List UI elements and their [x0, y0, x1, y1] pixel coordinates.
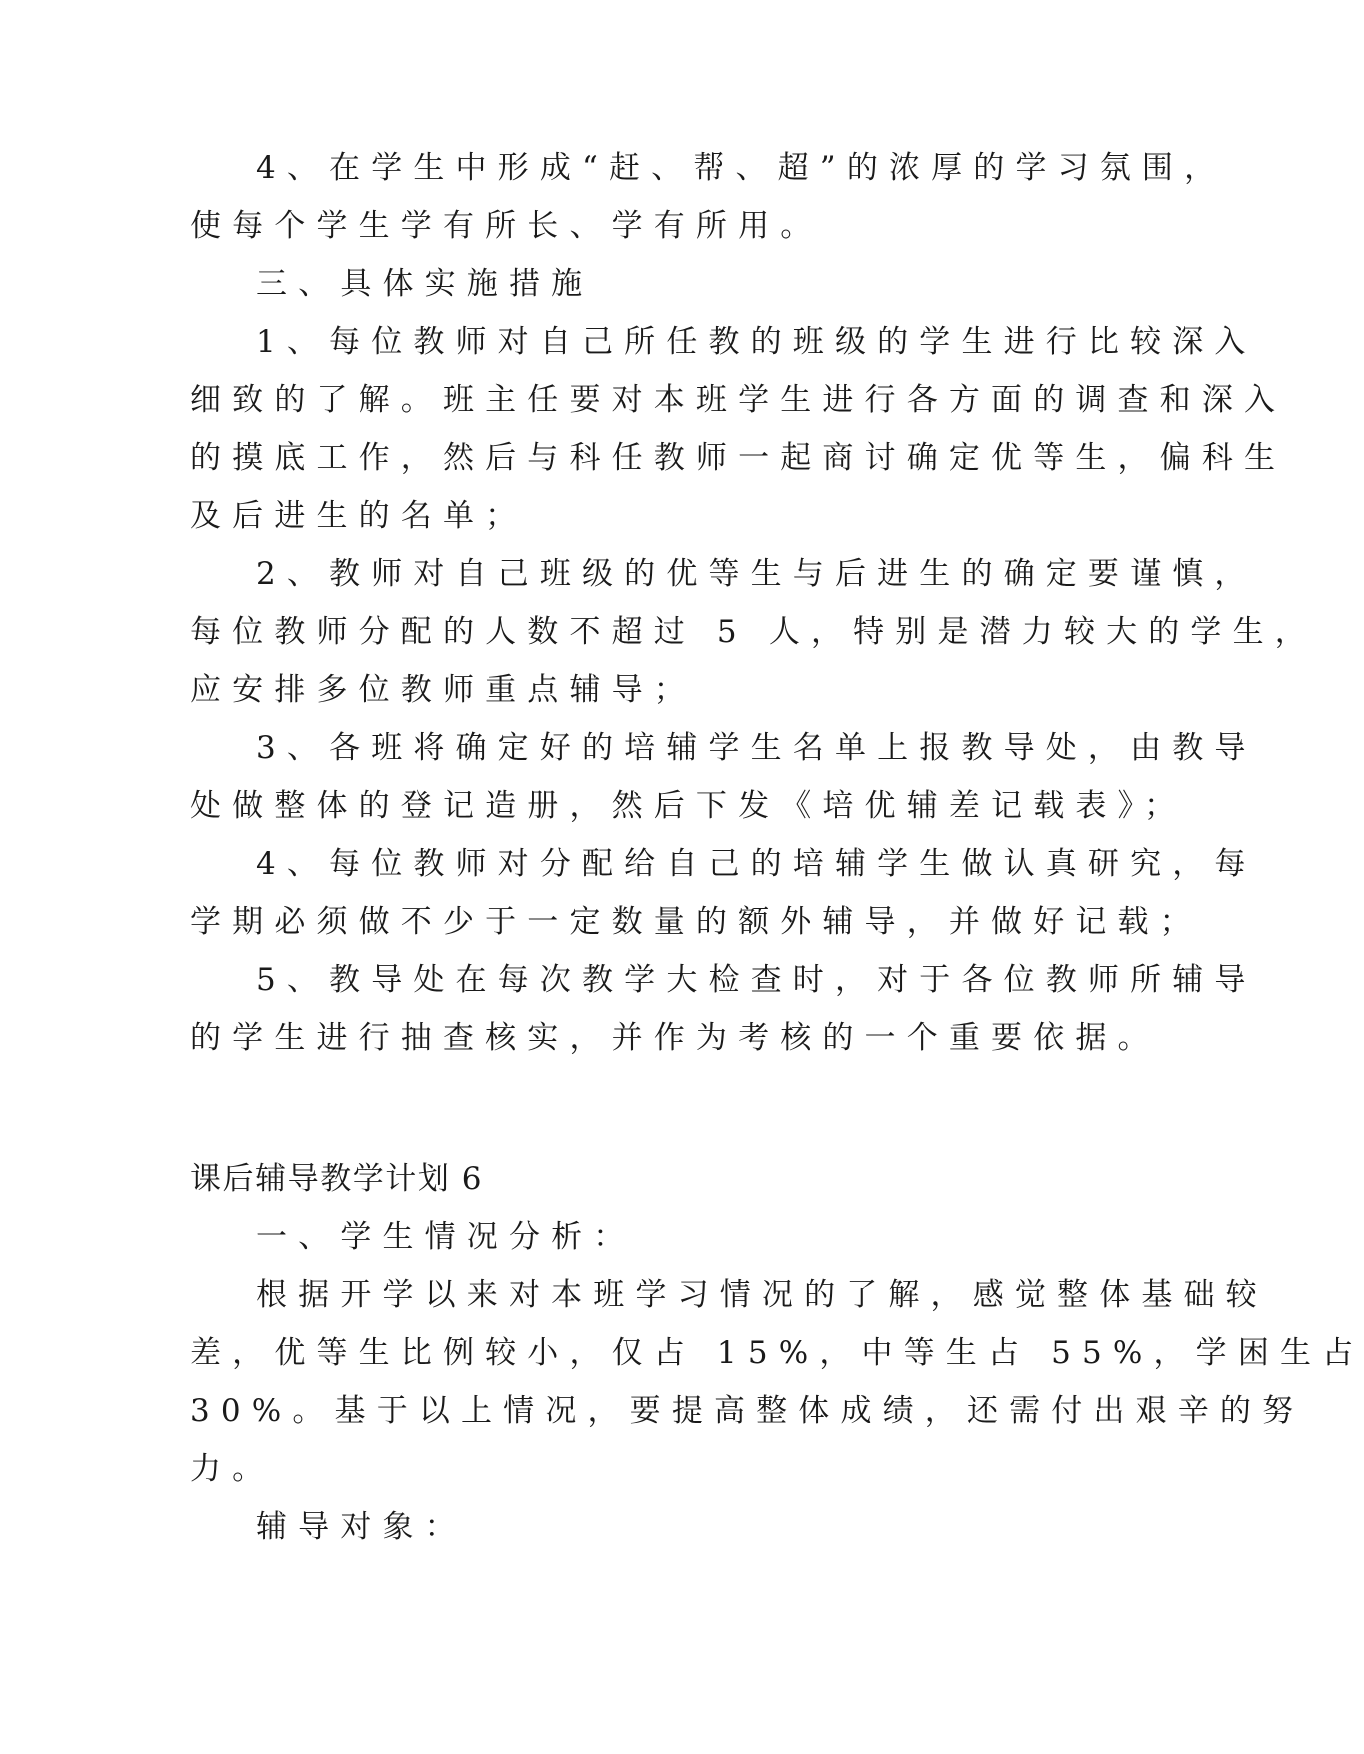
paragraph-line: 的学生进行抽查核实，并作为考核的一个重要依据。	[190, 1020, 1160, 1056]
section-a-body	[190, 139, 1317, 1067]
paragraph-line: 差，优等生比例较小，仅占 15%，中等生占 55%，学困生占	[190, 1335, 1364, 1371]
paragraph-line: 应安排多位教师重点辅导；	[190, 672, 696, 708]
paragraph-line: 辅导对象：	[256, 1509, 467, 1545]
paragraph-line: 学期必须做不少于一定数量的额外辅导，并做好记载；	[190, 904, 1202, 940]
paragraph-line: 使每个学生学有所长、学有所用。	[190, 208, 823, 244]
section-b-body	[190, 1208, 1364, 1556]
paragraph-line: 3、各班将确定好的培辅学生名单上报教导处，由教导	[256, 730, 1257, 766]
paragraph-line: 细致的了解。班主任要对本班学生进行各方面的调查和深入	[190, 382, 1287, 418]
paragraph-line: 的摸底工作，然后与科任教师一起商讨确定优等生，偏科生	[190, 440, 1287, 476]
paragraph-line: 1、每位教师对自己所任教的班级的学生进行比较深入	[256, 324, 1257, 360]
paragraph-line: 30%。基于以上情况，要提高整体成绩，还需付出艰辛的努	[190, 1393, 1305, 1429]
paragraph-line: 4、在学生中形成“赶、帮、超”的浓厚的学习氛围，	[256, 150, 1227, 186]
section-heading: 三、具体实施措施	[256, 266, 594, 302]
paragraph-line: 力。	[190, 1451, 275, 1487]
section-heading: 一、学生情况分析：	[256, 1219, 636, 1255]
paragraph-line: 每位教师分配的人数不超过 5 人，特别是潜力较大的学生，	[190, 614, 1317, 650]
paragraph-line: 根据开学以来对本班学习情况的了解，感觉整体基础较	[256, 1277, 1268, 1313]
paragraph-line: 处做整体的登记造册，然后下发《培优辅差记载表》；	[190, 788, 1187, 824]
paragraph-line: 及后进生的名单；	[190, 498, 528, 534]
paragraph-line: 5、教导处在每次教学大检查时，对于各位教师所辅导	[256, 962, 1257, 998]
plan-title: 课后辅导教学计划 6	[190, 1161, 484, 1197]
paragraph-line: 4、每位教师对分配给自己的培辅学生做认真研究，每	[256, 846, 1257, 882]
paragraph-line: 2、教师对自己班级的优等生与后进生的确定要谨慎，	[256, 556, 1257, 592]
